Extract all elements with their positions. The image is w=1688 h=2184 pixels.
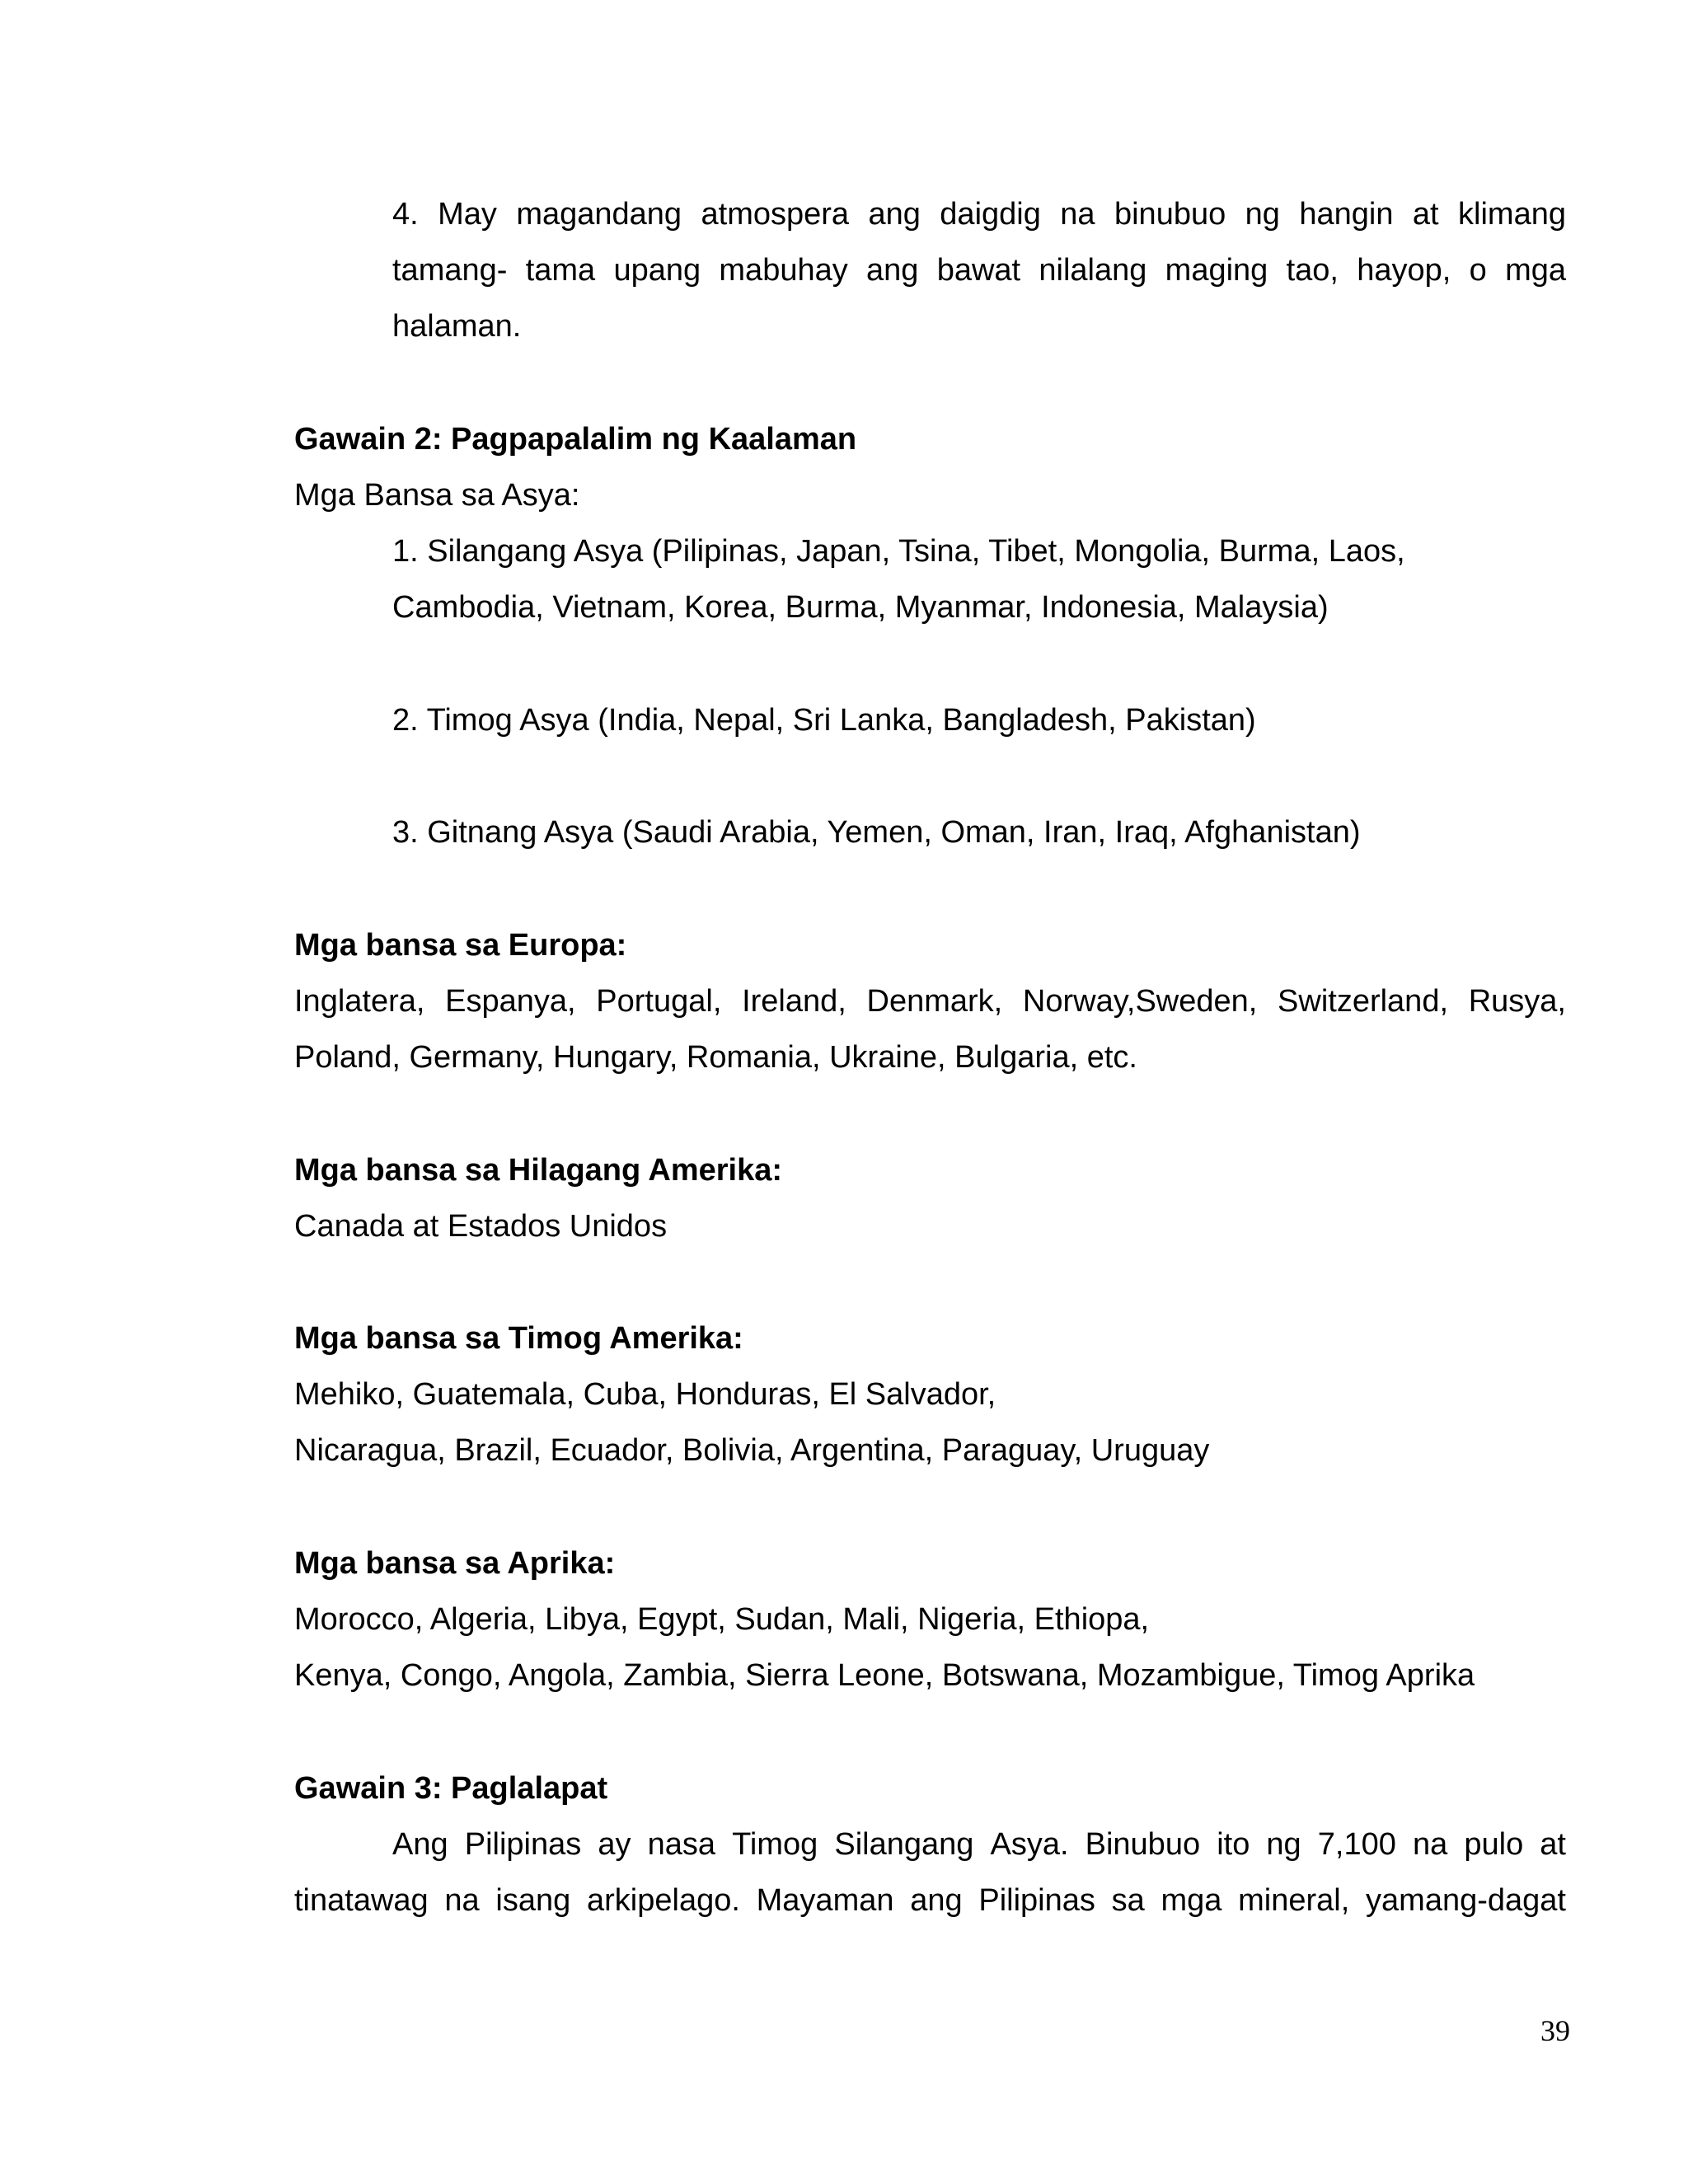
word: 4. — [392, 197, 419, 232]
page-number: 39 — [1540, 2014, 1570, 2047]
hilagang-amerika-heading: Mga bansa sa Hilagang Amerika: — [294, 1153, 783, 1188]
word: at — [1412, 197, 1439, 232]
word: maging — [1165, 253, 1268, 288]
word: mineral, — [1238, 1883, 1350, 1918]
word: ang — [910, 1883, 963, 1918]
word: isang — [495, 1883, 571, 1918]
aprika-line2: Kenya, Congo, Angola, Zambia, Sierra Leone, Botswana, Mozambigue, Timog Aprika — [294, 1658, 1475, 1693]
timog-amerika-line1: Mehiko, Guatemala, Cuba, Honduras, El Salvador, — [294, 1377, 996, 1412]
word: ang — [866, 253, 919, 288]
word: tao, — [1286, 253, 1339, 288]
word: Asya. — [990, 1827, 1069, 1862]
word: ng — [1266, 1827, 1301, 1862]
word: yamang-dagat — [1366, 1883, 1566, 1918]
word: Ireland, — [742, 984, 846, 1019]
word: Binubuo — [1085, 1827, 1201, 1862]
word: Mayaman — [756, 1883, 894, 1918]
word: hangin — [1299, 197, 1394, 232]
hilagang-amerika-line1: Canada at Estados Unidos — [294, 1209, 668, 1244]
word: daigdig — [940, 197, 1041, 232]
word: Espanya, — [445, 984, 576, 1019]
word: ng — [1245, 197, 1280, 232]
word: Pilipinas — [978, 1883, 1095, 1918]
asia-item1-line1: 1. Silangang Asya (Pilipinas, Japan, Tsina, Tibet, Mongolia, Burma, Laos, — [392, 534, 1405, 569]
word: Silangang — [834, 1827, 974, 1862]
word: Switzerland, — [1278, 984, 1449, 1019]
europa-line2: Poland, Germany, Hungary, Romania, Ukraine, Bulgaria, etc. — [294, 1040, 1137, 1075]
word: Rusya, — [1468, 984, 1566, 1019]
word: binubuo — [1114, 197, 1226, 232]
word: mga — [1160, 1883, 1222, 1918]
word: o — [1469, 253, 1487, 288]
word: ang — [868, 197, 921, 232]
word: Inglatera, — [294, 984, 425, 1019]
word: atmospera — [701, 197, 850, 232]
word: upang — [613, 253, 701, 288]
word: mabuhay — [719, 253, 848, 288]
europa-line1 — [294, 982, 1566, 1020]
word: Norway,Sweden, — [1022, 984, 1258, 1019]
word: Pilipinas — [464, 1827, 582, 1862]
word: klimang — [1458, 197, 1566, 232]
word: ay — [598, 1827, 631, 1862]
asia-item2: 2. Timog Asya (India, Nepal, Sri Lanka, Bangladesh, Pakistan) — [392, 703, 1256, 738]
asia-item1-line2: Cambodia, Vietnam, Korea, Burma, Myanmar, Indonesia, Malaysia) — [392, 590, 1329, 625]
timog-amerika-heading: Mga bansa sa Timog Amerika: — [294, 1321, 743, 1356]
word: na — [1060, 197, 1095, 232]
word: Timog — [732, 1827, 818, 1862]
aprika-line1: Morocco, Algeria, Libya, Egypt, Sudan, Mali, Nigeria, Ethiopa, — [294, 1602, 1150, 1637]
gawain3-line2 — [294, 1882, 1566, 1919]
word: tama — [525, 253, 596, 288]
word: sa — [1111, 1883, 1145, 1918]
item4-line1 — [392, 195, 1566, 233]
word: ito — [1217, 1827, 1250, 1862]
word: Denmark, — [866, 984, 1003, 1019]
word: hayop, — [1357, 253, 1451, 288]
word: pulo — [1464, 1827, 1524, 1862]
word: nilalang — [1039, 253, 1147, 288]
gawain3-line1 — [392, 1825, 1566, 1863]
word: at — [1540, 1827, 1566, 1862]
word: magandang — [516, 197, 682, 232]
gawain3-heading: Gawain 3: Paglalapat — [294, 1771, 608, 1806]
word: Ang — [392, 1827, 448, 1862]
word: arkipelago. — [587, 1883, 740, 1918]
item4-line3: halaman. — [392, 309, 522, 344]
asia-label: Mga Bansa sa Asya: — [294, 478, 580, 513]
word: Portugal, — [596, 984, 722, 1019]
aprika-heading: Mga bansa sa Aprika: — [294, 1546, 616, 1581]
item4-line2 — [392, 251, 1566, 289]
word: May — [438, 197, 497, 232]
word: na — [1412, 1827, 1448, 1862]
timog-amerika-line2: Nicaragua, Brazil, Ecuador, Bolivia, Argentina, Paraguay, Uruguay — [294, 1433, 1210, 1468]
word: na — [444, 1883, 480, 1918]
word: tamang- — [392, 253, 508, 288]
word: mga — [1505, 253, 1566, 288]
word: bawat — [936, 253, 1021, 288]
word: 7,100 — [1317, 1827, 1396, 1862]
asia-item3: 3. Gitnang Asya (Saudi Arabia, Yemen, Oman, Iran, Iraq, Afghanistan) — [392, 815, 1361, 850]
europa-heading: Mga bansa sa Europa: — [294, 928, 627, 963]
gawain2-heading: Gawain 2: Pagpapalalim ng Kaalaman — [294, 422, 857, 457]
word: nasa — [647, 1827, 715, 1862]
word: tinatawag — [294, 1883, 429, 1918]
